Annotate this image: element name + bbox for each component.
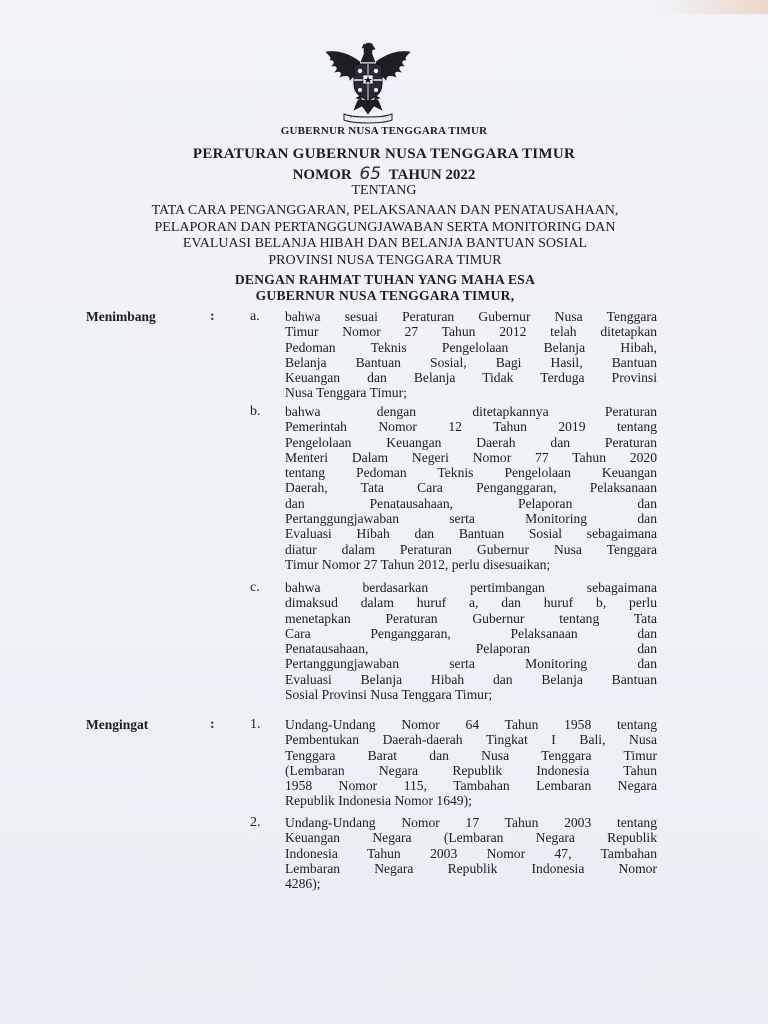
regulation-subject <box>90 203 680 269</box>
text-line: Evaluasi Hibah dan Bantuan Sosial sebagaimana <box>285 526 657 542</box>
text-line: Belanja Bantuan Sosial, Bagi Hasil, Bantuan <box>285 354 657 370</box>
tentang-heading: TENTANG <box>351 183 417 198</box>
rahmat-line: DENGAN RAHMAT TUHAN YANG MAHA ESA <box>234 272 536 287</box>
text-line: dan Penatausahaan, Pelaporan dan <box>285 495 657 511</box>
subject-line: TATA CARA PENGANGGARAN, PELAKSANAAN DAN PENATAUSAHAAN, <box>151 203 619 218</box>
regulation-title: PERATURAN GUBERNUR NUSA TENGGARA TIMUR <box>192 146 576 162</box>
governor-name: GUBERNUR NUSA TENGGARA TIMUR <box>280 125 488 137</box>
text-line: Timur Nomor 27 Tahun 2012 telah ditetapkan <box>285 324 657 340</box>
menimbang-colon: : <box>210 309 215 324</box>
text-line: Indonesia Tahun 2003 Nomor 47, Tambahan <box>285 845 657 861</box>
garuda-emblem-icon <box>320 40 416 126</box>
number-handwritten: 65 <box>359 164 382 184</box>
text-line: Keuangan Negara (Lembaran Negara Republik <box>285 830 657 846</box>
rahmat-line: GUBERNUR NUSA TENGGARA TIMUR, <box>255 288 515 303</box>
menimbang-item-marker: c. <box>250 580 260 595</box>
menimbang-item-marker: a. <box>250 309 260 324</box>
text-line: Pertanggungjawaban serta Monitoring dan <box>285 511 657 527</box>
text-line: bahwa sesuai Peraturan Gubernur Nusa Tenggara <box>285 309 657 324</box>
text-line: 4286); <box>285 876 321 892</box>
text-line: Pedoman Teknis Pengelolaan Belanja Hibah, <box>285 339 657 355</box>
text-line: Republik Indonesia Nomor 1649); <box>285 793 472 809</box>
text-line: Sosial Provinsi Nusa Tenggara Timur; <box>285 687 493 703</box>
regulation-number <box>0 164 768 184</box>
mengingat-item-marker: 1. <box>250 717 261 732</box>
text-line: dimaksud dalam huruf a, dan huruf b, perlu <box>285 595 657 611</box>
text-line: diatur dalam Peraturan Gubernur Nusa Tenggara <box>285 541 657 557</box>
text-line: Menteri Dalam Negeri Nomor 77 Tahun 2020 <box>285 449 657 465</box>
text-line: Evaluasi Belanja Hibah dan Belanja Bantuan <box>285 671 657 687</box>
menimbang-item-a <box>285 309 657 401</box>
number-prefix: NOMOR <box>292 167 352 183</box>
text-line: Timur Nomor 27 Tahun 2012, perlu disesuaikan; <box>285 556 551 572</box>
menimbang-item-b <box>285 404 657 572</box>
text-line: Cara Penganggaran, Pelaksanaan dan <box>285 625 657 641</box>
text-line: menetapkan Peraturan Gubernur tentang Tata <box>285 610 657 626</box>
number-suffix: TAHUN 2022 <box>388 167 476 183</box>
menimbang-item-marker: b. <box>250 404 261 419</box>
text-line: Undang-Undang Nomor 64 Tahun 1958 tentang <box>285 717 657 732</box>
text-line: Tenggara Barat dan Nusa Tenggara Timur <box>285 747 657 763</box>
rahmat-heading <box>90 272 680 304</box>
text-line: Undang-Undang Nomor 17 Tahun 2003 tentang <box>285 815 657 830</box>
text-line: Pertanggungjawaban serta Monitoring dan <box>285 656 657 672</box>
subject-line: PELAPORAN DAN PERTANGGUNGJAWABAN SERTA MONITORING DAN <box>154 219 616 235</box>
text-line: Penatausahaan, Pelaporan dan <box>285 641 657 657</box>
text-line: tentang Pedoman Teknis Pengelolaan Keuangan <box>285 465 657 481</box>
subject-line: PROVINSI NUSA TENGGARA TIMUR <box>268 252 502 268</box>
text-line: Nusa Tenggara Timur; <box>285 385 407 401</box>
text-line: bahwa berdasarkan pertimbangan sebagaimana <box>285 580 657 595</box>
text-line: Daerah, Tata Cara Penganggaran, Pelaksanaan <box>285 480 657 496</box>
text-line: (Lembaran Negara Republik Indonesia Tahun <box>285 762 657 778</box>
menimbang-item-c <box>285 580 657 702</box>
menimbang-label: Menimbang <box>86 309 156 324</box>
mengingat-colon: : <box>210 717 215 732</box>
subject-line: EVALUASI BELANJA HIBAH DAN BELANJA BANTUAN SOSIAL <box>182 236 588 251</box>
mengingat-item-2 <box>285 815 657 891</box>
text-line: Pemerintah Nomor 12 Tahun 2019 tentang <box>285 419 657 435</box>
text-line: Pengelolaan Keuangan Daerah dan Peraturan <box>285 434 657 450</box>
text-line: Keuangan dan Belanja Tidak Terduga Provinsi <box>285 370 657 386</box>
text-line: 1958 Nomor 115, Tambahan Lembaran Negara <box>285 778 657 794</box>
mengingat-item-marker: 2. <box>250 815 261 830</box>
text-line: bahwa dengan ditetapkannya Peraturan <box>285 404 657 419</box>
mengingat-label: Mengingat <box>86 717 149 732</box>
text-line: Lembaran Negara Republik Indonesia Nomor <box>285 860 657 876</box>
mengingat-item-1 <box>285 717 657 809</box>
paper-stain <box>658 0 768 14</box>
text-line: Pembentukan Daerah-daerah Tingkat I Bali, Nusa <box>285 732 657 748</box>
